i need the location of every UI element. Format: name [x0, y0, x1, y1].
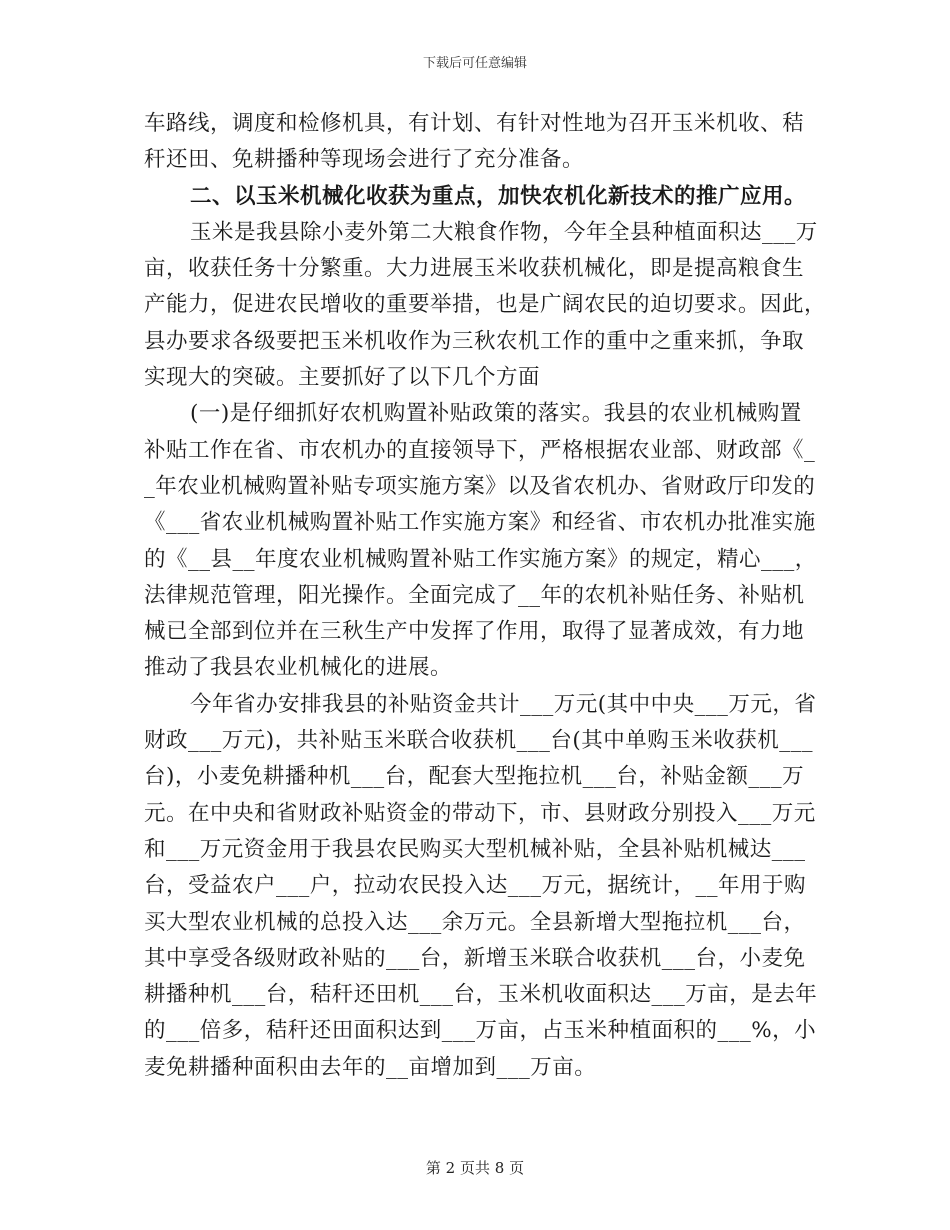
paragraph-line: 买大型农业机械的总投入达___余万元。全县新增大型拖拉机___台， — [144, 909, 806, 935]
paragraph-line: 的《__县__年度农业机械购置补贴工作实施方案》的规定，精心___， — [144, 546, 817, 572]
paragraph-line: 车路线，调度和检修机具，有计划、有针对性地为召开玉米机收、秸 — [144, 111, 805, 136]
page-header: 下载后可任意编辑 — [422, 56, 527, 71]
paragraph-line: 县办要求各级要把玉米机收作为三秋农机工作的重中之重来抓，争取 — [144, 328, 805, 354]
paragraph-line: 麦免耕播种面积由去年的__亩增加到___万亩。 — [144, 1054, 597, 1080]
paragraph-line: 财政___万元)，共补贴玉米联合收获机___台(其中单购玉米收获机___ — [144, 728, 814, 754]
paragraph-line: (一)是仔细抓好农机购置补贴政策的落实。我县的农业机械购置 — [190, 401, 802, 427]
paragraph-line: _年农业机械购置补贴专项实施方案》以及省农机办、省财政厅印发的 — [144, 473, 816, 499]
document-body — [144, 106, 827, 1086]
paragraph-line: 其中享受各级财政补贴的___台，新增玉米联合收获机___台，小麦免 — [144, 945, 806, 971]
paragraph-line: 法律规范管理，阳光操作。全面完成了__年的农机补贴任务、补贴机 — [144, 582, 805, 608]
paragraph-line: 的___倍多，秸秆还田面积达到___万亩，占玉米种植面积的___%，小 — [144, 1018, 817, 1044]
paragraph-line: 《___省农业机械购置补贴工作实施方案》和经省、市农机办批准实施 — [144, 510, 816, 536]
paragraph-line: 和___万元资金用于我县农民购买大型机械补贴，全县补贴机械达___ — [144, 836, 806, 862]
paragraph-line: 耕播种机___台，秸秆还田机___台，玉米机收面积达___万亩，是去年 — [144, 982, 818, 1008]
paragraph-line: 今年省办安排我县的补贴资金共计___万元(其中中央___万元，省 — [190, 691, 817, 717]
paragraph-line: 亩，收获任务十分繁重。大力进展玉米收获机械化，即是提高粮食生 — [144, 256, 805, 282]
paragraph-line: 补贴工作在省、市农机办的直接领导下，严格根据农业部、财政部《_ — [144, 437, 816, 463]
paragraph-line: 台，受益农户___户，拉动农民投入达___万元，据统计，__年用于购 — [144, 873, 807, 899]
paragraph-line: 产能力，促进农民增收的重要举措，也是广阔农民的迫切要求。因此， — [144, 292, 827, 318]
paragraph-line: 秆还田、免耕播种等现场会进行了充分准备。 — [144, 147, 585, 173]
paragraph-line: 械已全部到位并在三秋生产中发挥了作用，取得了显著成效，有力地 — [144, 619, 805, 645]
page-footer: 第 2 页共 8 页 — [425, 1159, 525, 1177]
paragraph-line: 玉米是我县除小麦外第二大粮食作物，今年全县种植面积达___万 — [190, 219, 818, 245]
paragraph-line: 元。在中央和省财政补贴资金的带动下，市、县财政分别投入___万元 — [144, 800, 816, 826]
paragraph-line: 台)，小麦免耕播种机___台，配套大型拖拉机___台，补贴金额___万 — [144, 764, 805, 790]
paragraph-line: 实现大的突破。主要抓好了以下几个方面 — [144, 365, 541, 391]
paragraph-line: 推动了我县农业机械化的进展。 — [144, 655, 453, 681]
section-heading: 二、以玉米机械化收获为重点，加快农机化新技术的推广应用。 — [190, 183, 807, 209]
